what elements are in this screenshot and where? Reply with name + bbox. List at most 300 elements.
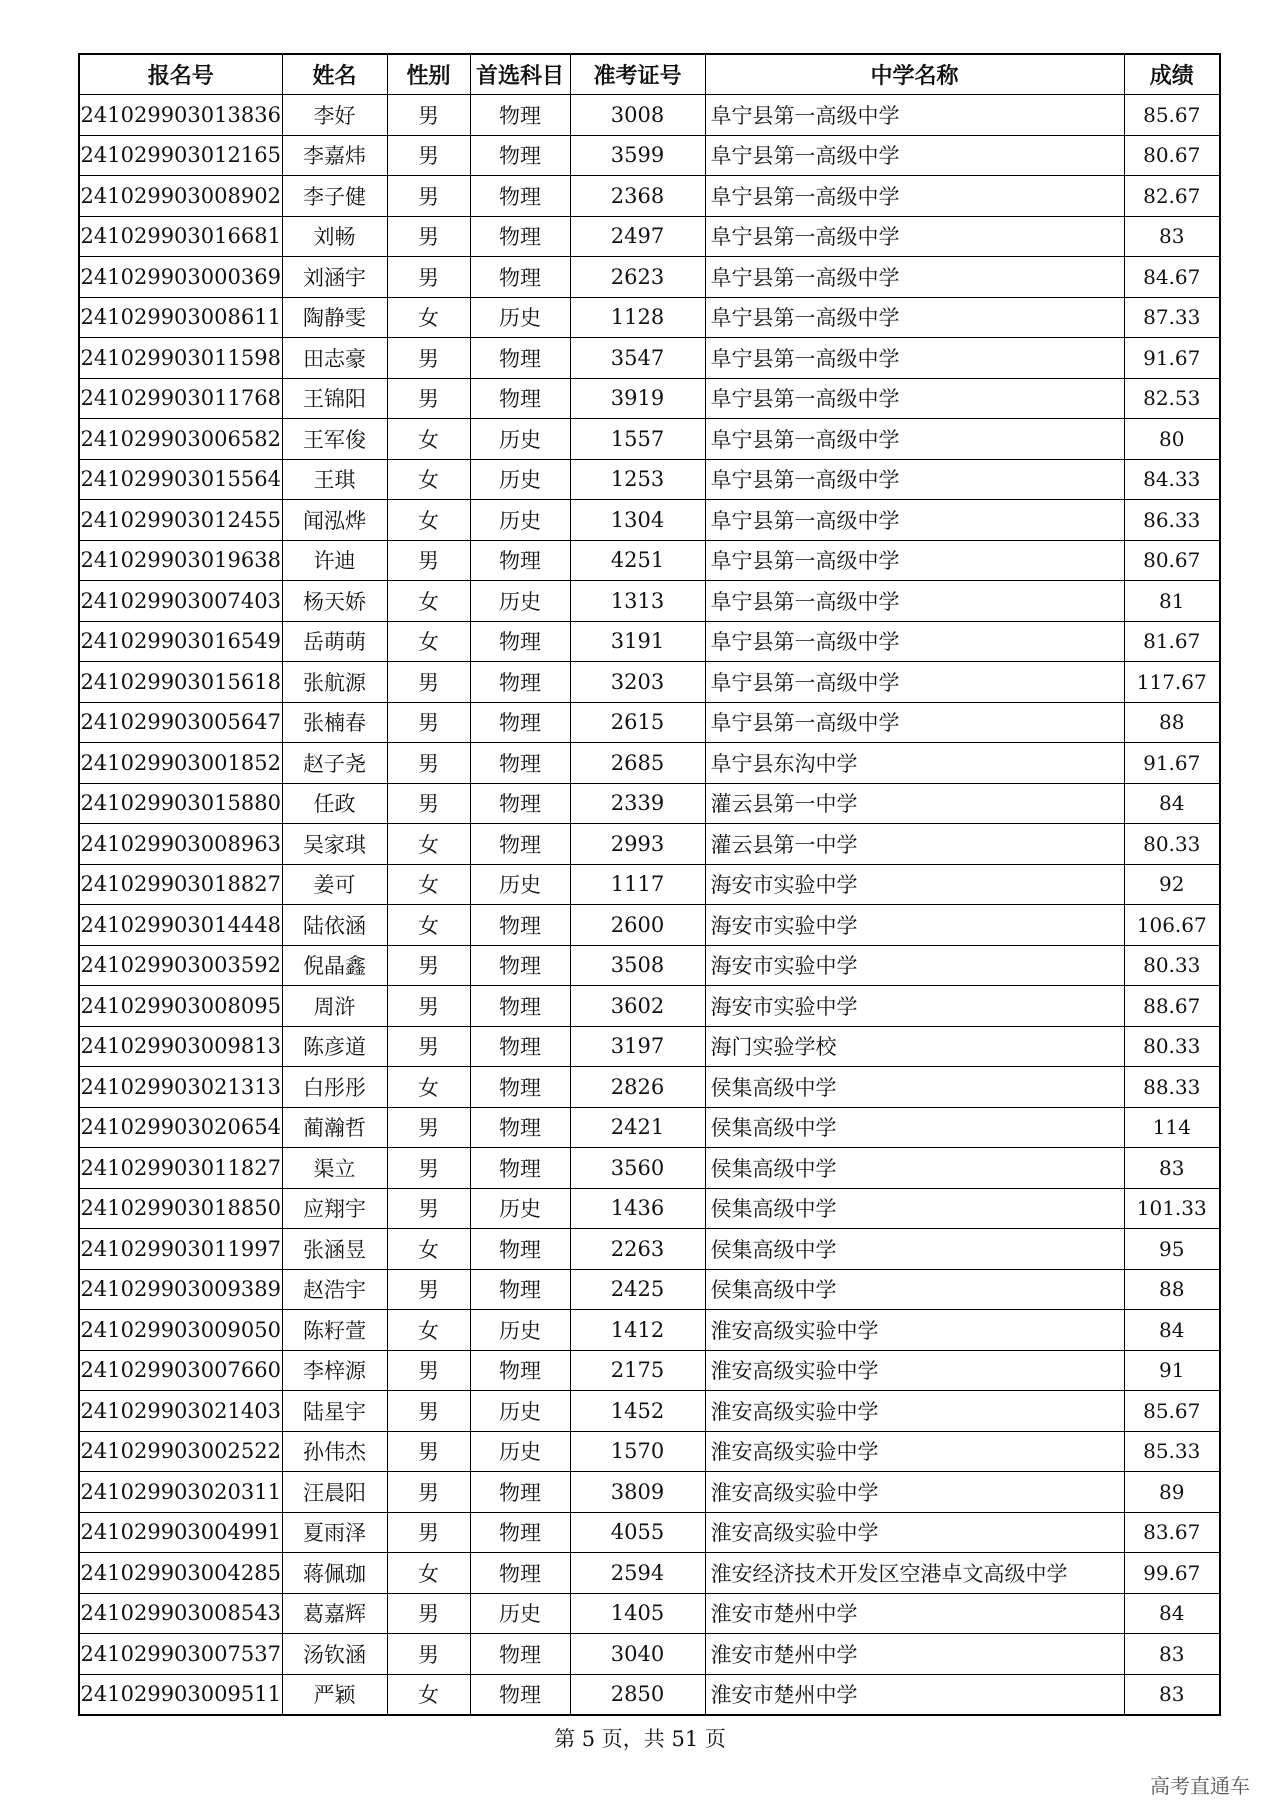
cell-name: 陆星宇 — [282, 1391, 387, 1432]
cell-primary-subject: 历史 — [470, 419, 570, 460]
cell-registration-number: 241029903013836 — [79, 95, 282, 136]
cell-registration-number: 241029903015880 — [79, 783, 282, 824]
cell-school-name: 阜宁县第一高级中学 — [705, 662, 1124, 703]
cell-admission-ticket: 2594 — [570, 1553, 705, 1594]
cell-score: 80.33 — [1124, 1026, 1220, 1067]
cell-gender: 男 — [387, 1431, 470, 1472]
cell-score: 84 — [1124, 1593, 1220, 1634]
cell-admission-ticket: 1117 — [570, 864, 705, 905]
cell-gender: 女 — [387, 1553, 470, 1594]
cell-primary-subject: 物理 — [470, 1634, 570, 1675]
cell-gender: 男 — [387, 1026, 470, 1067]
table-row — [79, 500, 1220, 541]
table-row — [79, 95, 1220, 136]
cell-gender: 男 — [387, 1512, 470, 1553]
cell-score: 82.53 — [1124, 378, 1220, 419]
cell-name: 汤钦涵 — [282, 1634, 387, 1675]
cell-primary-subject: 物理 — [470, 378, 570, 419]
cell-gender: 男 — [387, 945, 470, 986]
cell-score: 80.33 — [1124, 945, 1220, 986]
cell-school-name: 阜宁县第一高级中学 — [705, 216, 1124, 257]
header-admission-ticket: 准考证号 — [570, 54, 705, 95]
cell-admission-ticket: 1570 — [570, 1431, 705, 1472]
cell-primary-subject: 物理 — [470, 540, 570, 581]
cell-registration-number: 241029903012165 — [79, 135, 282, 176]
cell-school-name: 海安市实验中学 — [705, 864, 1124, 905]
cell-admission-ticket: 4251 — [570, 540, 705, 581]
cell-school-name: 淮安市楚州中学 — [705, 1674, 1124, 1715]
cell-name: 李子健 — [282, 176, 387, 217]
cell-name: 赵浩宇 — [282, 1269, 387, 1310]
cell-gender: 男 — [387, 1634, 470, 1675]
cell-score: 83.67 — [1124, 1512, 1220, 1553]
cell-score: 83 — [1124, 216, 1220, 257]
cell-admission-ticket: 2615 — [570, 702, 705, 743]
cell-gender: 女 — [387, 621, 470, 662]
cell-registration-number: 241029903007537 — [79, 1634, 282, 1675]
cell-name: 闻泓烨 — [282, 500, 387, 541]
cell-primary-subject: 物理 — [470, 905, 570, 946]
cell-admission-ticket: 2425 — [570, 1269, 705, 1310]
table-row — [79, 135, 1220, 176]
cell-name: 刘畅 — [282, 216, 387, 257]
cell-gender: 女 — [387, 824, 470, 865]
cell-admission-ticket: 3191 — [570, 621, 705, 662]
cell-school-name: 淮安高级实验中学 — [705, 1472, 1124, 1513]
cell-school-name: 阜宁县第一高级中学 — [705, 378, 1124, 419]
cell-score: 84.67 — [1124, 257, 1220, 298]
cell-primary-subject: 历史 — [470, 1188, 570, 1229]
cell-score: 92 — [1124, 864, 1220, 905]
cell-score: 85.67 — [1124, 1391, 1220, 1432]
cell-gender: 女 — [387, 459, 470, 500]
table-row — [79, 783, 1220, 824]
cell-gender: 女 — [387, 864, 470, 905]
table-row — [79, 1391, 1220, 1432]
cell-score: 88.33 — [1124, 1067, 1220, 1108]
cell-school-name: 阜宁县东沟中学 — [705, 743, 1124, 784]
cell-score: 84.33 — [1124, 459, 1220, 500]
cell-primary-subject: 物理 — [470, 1269, 570, 1310]
cell-name: 白彤彤 — [282, 1067, 387, 1108]
cell-score: 80.67 — [1124, 540, 1220, 581]
cell-name: 汪晨阳 — [282, 1472, 387, 1513]
cell-school-name: 阜宁县第一高级中学 — [705, 257, 1124, 298]
cell-registration-number: 241029903020311 — [79, 1472, 282, 1513]
cell-primary-subject: 物理 — [470, 338, 570, 379]
cell-school-name: 淮安经济技术开发区空港卓文高级中学 — [705, 1553, 1124, 1594]
cell-name: 田志豪 — [282, 338, 387, 379]
cell-primary-subject: 物理 — [470, 743, 570, 784]
cell-school-name: 海门实验学校 — [705, 1026, 1124, 1067]
table-row — [79, 945, 1220, 986]
cell-gender: 男 — [387, 1350, 470, 1391]
cell-admission-ticket: 3040 — [570, 1634, 705, 1675]
cell-admission-ticket: 2623 — [570, 257, 705, 298]
cell-admission-ticket: 1313 — [570, 581, 705, 622]
cell-gender: 男 — [387, 135, 470, 176]
table-row — [79, 1634, 1220, 1675]
cell-name: 陈籽萱 — [282, 1310, 387, 1351]
cell-registration-number: 241029903004285 — [79, 1553, 282, 1594]
cell-score: 81 — [1124, 581, 1220, 622]
cell-name: 周浒 — [282, 986, 387, 1027]
cell-gender: 男 — [387, 662, 470, 703]
cell-primary-subject: 物理 — [470, 986, 570, 1027]
cell-gender: 女 — [387, 905, 470, 946]
cell-admission-ticket: 2685 — [570, 743, 705, 784]
cell-school-name: 海安市实验中学 — [705, 905, 1124, 946]
cell-score: 91.67 — [1124, 338, 1220, 379]
cell-gender: 男 — [387, 338, 470, 379]
cell-score: 89 — [1124, 1472, 1220, 1513]
table-row — [79, 1431, 1220, 1472]
cell-primary-subject: 物理 — [470, 783, 570, 824]
cell-school-name: 阜宁县第一高级中学 — [705, 95, 1124, 136]
table-row — [79, 1350, 1220, 1391]
cell-name: 李梓源 — [282, 1350, 387, 1391]
cell-registration-number: 241029903015564 — [79, 459, 282, 500]
cell-admission-ticket: 3560 — [570, 1148, 705, 1189]
cell-gender: 男 — [387, 702, 470, 743]
cell-gender: 男 — [387, 95, 470, 136]
cell-primary-subject: 物理 — [470, 1026, 570, 1067]
cell-admission-ticket: 3008 — [570, 95, 705, 136]
table-row — [79, 864, 1220, 905]
cell-score: 88.67 — [1124, 986, 1220, 1027]
cell-school-name: 灌云县第一中学 — [705, 783, 1124, 824]
cell-gender: 男 — [387, 257, 470, 298]
cell-admission-ticket: 2850 — [570, 1674, 705, 1715]
cell-registration-number: 241029903011598 — [79, 338, 282, 379]
table-row — [79, 257, 1220, 298]
cell-primary-subject: 物理 — [470, 257, 570, 298]
cell-admission-ticket: 1405 — [570, 1593, 705, 1634]
cell-gender: 男 — [387, 1391, 470, 1432]
table-row — [79, 905, 1220, 946]
cell-primary-subject: 物理 — [470, 176, 570, 217]
cell-name: 刘涵宇 — [282, 257, 387, 298]
cell-gender: 女 — [387, 1067, 470, 1108]
cell-gender: 男 — [387, 743, 470, 784]
score-list-sheet — [78, 53, 1219, 1716]
cell-school-name: 侯集高级中学 — [705, 1148, 1124, 1189]
header-registration-number: 报名号 — [79, 54, 282, 95]
cell-registration-number: 241029903008963 — [79, 824, 282, 865]
cell-admission-ticket: 1557 — [570, 419, 705, 460]
cell-admission-ticket: 1128 — [570, 297, 705, 338]
cell-school-name: 阜宁县第一高级中学 — [705, 419, 1124, 460]
cell-primary-subject: 物理 — [470, 945, 570, 986]
cell-registration-number: 241029903012455 — [79, 500, 282, 541]
cell-registration-number: 241029903007660 — [79, 1350, 282, 1391]
cell-name: 杨天娇 — [282, 581, 387, 622]
cell-registration-number: 241029903009050 — [79, 1310, 282, 1351]
cell-school-name: 阜宁县第一高级中学 — [705, 176, 1124, 217]
cell-name: 姜可 — [282, 864, 387, 905]
cell-score: 83 — [1124, 1634, 1220, 1675]
cell-score: 117.67 — [1124, 662, 1220, 703]
cell-school-name: 淮安高级实验中学 — [705, 1512, 1124, 1553]
cell-gender: 男 — [387, 378, 470, 419]
cell-admission-ticket: 2263 — [570, 1229, 705, 1270]
cell-gender: 女 — [387, 581, 470, 622]
cell-gender: 男 — [387, 783, 470, 824]
cell-primary-subject: 物理 — [470, 1472, 570, 1513]
cell-admission-ticket: 3809 — [570, 1472, 705, 1513]
cell-admission-ticket: 3599 — [570, 135, 705, 176]
cell-name: 蔺瀚哲 — [282, 1107, 387, 1148]
cell-registration-number: 241029903009511 — [79, 1674, 282, 1715]
cell-score: 88 — [1124, 702, 1220, 743]
cell-name: 陈彦道 — [282, 1026, 387, 1067]
cell-registration-number: 241029903011997 — [79, 1229, 282, 1270]
cell-score: 80.67 — [1124, 135, 1220, 176]
cell-gender: 男 — [387, 1269, 470, 1310]
cell-registration-number: 241029903015618 — [79, 662, 282, 703]
cell-name: 渠立 — [282, 1148, 387, 1189]
cell-name: 严颖 — [282, 1674, 387, 1715]
cell-school-name: 侯集高级中学 — [705, 1269, 1124, 1310]
cell-registration-number: 241029903008902 — [79, 176, 282, 217]
cell-registration-number: 241029903011827 — [79, 1148, 282, 1189]
cell-school-name: 淮安高级实验中学 — [705, 1350, 1124, 1391]
cell-school-name: 阜宁县第一高级中学 — [705, 338, 1124, 379]
cell-gender: 男 — [387, 1107, 470, 1148]
table-row — [79, 1269, 1220, 1310]
cell-primary-subject: 物理 — [470, 662, 570, 703]
cell-admission-ticket: 1253 — [570, 459, 705, 500]
cell-registration-number: 241029903000369 — [79, 257, 282, 298]
cell-registration-number: 241029903003592 — [79, 945, 282, 986]
cell-registration-number: 241029903006582 — [79, 419, 282, 460]
cell-primary-subject: 物理 — [470, 1512, 570, 1553]
cell-name: 张涵昱 — [282, 1229, 387, 1270]
cell-school-name: 阜宁县第一高级中学 — [705, 297, 1124, 338]
cell-admission-ticket: 2368 — [570, 176, 705, 217]
cell-registration-number: 241029903011768 — [79, 378, 282, 419]
cell-gender: 男 — [387, 540, 470, 581]
cell-school-name: 海安市实验中学 — [705, 945, 1124, 986]
cell-registration-number: 241029903008095 — [79, 986, 282, 1027]
cell-gender: 男 — [387, 176, 470, 217]
header-school-name: 中学名称 — [705, 54, 1124, 95]
cell-primary-subject: 物理 — [470, 135, 570, 176]
cell-admission-ticket: 1412 — [570, 1310, 705, 1351]
cell-name: 王琪 — [282, 459, 387, 500]
table-row — [79, 297, 1220, 338]
cell-primary-subject: 物理 — [470, 1229, 570, 1270]
table-row — [79, 581, 1220, 622]
table-row — [79, 1310, 1220, 1351]
cell-score: 95 — [1124, 1229, 1220, 1270]
cell-registration-number: 241029903019638 — [79, 540, 282, 581]
cell-primary-subject: 历史 — [470, 1593, 570, 1634]
cell-score: 91 — [1124, 1350, 1220, 1391]
cell-gender: 女 — [387, 1310, 470, 1351]
cell-name: 应翔宇 — [282, 1188, 387, 1229]
cell-primary-subject: 物理 — [470, 824, 570, 865]
cell-school-name: 淮安市楚州中学 — [705, 1634, 1124, 1675]
cell-name: 李嘉炜 — [282, 135, 387, 176]
cell-school-name: 阜宁县第一高级中学 — [705, 540, 1124, 581]
header-gender: 性别 — [387, 54, 470, 95]
cell-primary-subject: 物理 — [470, 95, 570, 136]
cell-admission-ticket: 2339 — [570, 783, 705, 824]
table-row — [79, 1148, 1220, 1189]
cell-gender: 男 — [387, 1148, 470, 1189]
table-row — [79, 1553, 1220, 1594]
table-row — [79, 1674, 1220, 1715]
cell-score: 101.33 — [1124, 1188, 1220, 1229]
cell-admission-ticket: 4055 — [570, 1512, 705, 1553]
cell-school-name: 阜宁县第一高级中学 — [705, 621, 1124, 662]
cell-admission-ticket: 3547 — [570, 338, 705, 379]
cell-score: 87.33 — [1124, 297, 1220, 338]
cell-school-name: 阜宁县第一高级中学 — [705, 581, 1124, 622]
cell-primary-subject: 物理 — [470, 702, 570, 743]
cell-score: 83 — [1124, 1674, 1220, 1715]
table-row — [79, 459, 1220, 500]
cell-name: 葛嘉辉 — [282, 1593, 387, 1634]
cell-name: 岳萌萌 — [282, 621, 387, 662]
cell-registration-number: 241029903018850 — [79, 1188, 282, 1229]
cell-registration-number: 241029903005647 — [79, 702, 282, 743]
cell-gender: 女 — [387, 1229, 470, 1270]
cell-school-name: 阜宁县第一高级中学 — [705, 459, 1124, 500]
header-primary-subject: 首选科目 — [470, 54, 570, 95]
cell-school-name: 淮安市楚州中学 — [705, 1593, 1124, 1634]
cell-school-name: 侯集高级中学 — [705, 1107, 1124, 1148]
cell-admission-ticket: 2826 — [570, 1067, 705, 1108]
table-header-row — [79, 54, 1220, 95]
score-table — [78, 53, 1221, 1716]
cell-school-name: 淮安高级实验中学 — [705, 1391, 1124, 1432]
cell-score: 106.67 — [1124, 905, 1220, 946]
table-row — [79, 986, 1220, 1027]
table-row — [79, 1067, 1220, 1108]
cell-name: 张楠春 — [282, 702, 387, 743]
cell-gender: 女 — [387, 297, 470, 338]
table-row — [79, 378, 1220, 419]
cell-gender: 男 — [387, 1188, 470, 1229]
cell-score: 99.67 — [1124, 1553, 1220, 1594]
cell-score: 91.67 — [1124, 743, 1220, 784]
cell-admission-ticket: 1452 — [570, 1391, 705, 1432]
cell-admission-ticket: 2993 — [570, 824, 705, 865]
cell-admission-ticket: 3919 — [570, 378, 705, 419]
cell-school-name: 阜宁县第一高级中学 — [705, 702, 1124, 743]
cell-admission-ticket: 1304 — [570, 500, 705, 541]
cell-primary-subject: 历史 — [470, 1391, 570, 1432]
cell-admission-ticket: 1436 — [570, 1188, 705, 1229]
cell-score: 85.67 — [1124, 95, 1220, 136]
table-row — [79, 216, 1220, 257]
cell-score: 86.33 — [1124, 500, 1220, 541]
cell-name: 任政 — [282, 783, 387, 824]
cell-gender: 女 — [387, 500, 470, 541]
cell-primary-subject: 历史 — [470, 581, 570, 622]
cell-name: 陆依涵 — [282, 905, 387, 946]
cell-gender: 女 — [387, 1674, 470, 1715]
cell-registration-number: 241029903021313 — [79, 1067, 282, 1108]
cell-registration-number: 241029903001852 — [79, 743, 282, 784]
cell-name: 孙伟杰 — [282, 1431, 387, 1472]
cell-primary-subject: 物理 — [470, 1553, 570, 1594]
cell-primary-subject: 历史 — [470, 459, 570, 500]
cell-name: 夏雨泽 — [282, 1512, 387, 1553]
cell-primary-subject: 物理 — [470, 1350, 570, 1391]
cell-registration-number: 241029903016549 — [79, 621, 282, 662]
cell-name: 李好 — [282, 95, 387, 136]
cell-name: 王锦阳 — [282, 378, 387, 419]
cell-registration-number: 241029903020654 — [79, 1107, 282, 1148]
table-row — [79, 743, 1220, 784]
cell-name: 王军俊 — [282, 419, 387, 460]
cell-school-name: 海安市实验中学 — [705, 986, 1124, 1027]
cell-admission-ticket: 3203 — [570, 662, 705, 703]
table-row — [79, 1026, 1220, 1067]
cell-registration-number: 241029903014448 — [79, 905, 282, 946]
table-row — [79, 1472, 1220, 1513]
table-row — [79, 338, 1220, 379]
cell-admission-ticket: 3197 — [570, 1026, 705, 1067]
cell-registration-number: 241029903004991 — [79, 1512, 282, 1553]
cell-primary-subject: 物理 — [470, 1067, 570, 1108]
cell-primary-subject: 物理 — [470, 1674, 570, 1715]
cell-primary-subject: 物理 — [470, 216, 570, 257]
cell-registration-number: 241029903008611 — [79, 297, 282, 338]
cell-gender: 男 — [387, 986, 470, 1027]
cell-registration-number: 241029903009813 — [79, 1026, 282, 1067]
cell-score: 88 — [1124, 1269, 1220, 1310]
table-row — [79, 176, 1220, 217]
header-name: 姓名 — [282, 54, 387, 95]
cell-school-name: 侯集高级中学 — [705, 1067, 1124, 1108]
cell-school-name: 侯集高级中学 — [705, 1188, 1124, 1229]
cell-name: 张航源 — [282, 662, 387, 703]
cell-registration-number: 241029903021403 — [79, 1391, 282, 1432]
cell-primary-subject: 历史 — [470, 1310, 570, 1351]
table-row — [79, 702, 1220, 743]
cell-registration-number: 241029903002522 — [79, 1431, 282, 1472]
cell-school-name: 阜宁县第一高级中学 — [705, 500, 1124, 541]
cell-school-name: 侯集高级中学 — [705, 1229, 1124, 1270]
cell-gender: 男 — [387, 1472, 470, 1513]
cell-gender: 女 — [387, 419, 470, 460]
cell-score: 82.67 — [1124, 176, 1220, 217]
table-row — [79, 540, 1220, 581]
cell-primary-subject: 历史 — [470, 864, 570, 905]
cell-admission-ticket: 2600 — [570, 905, 705, 946]
cell-name: 吴家琪 — [282, 824, 387, 865]
cell-registration-number: 241029903007403 — [79, 581, 282, 622]
cell-primary-subject: 历史 — [470, 1431, 570, 1472]
page-number: 第 5 页，共 51 页 — [554, 1727, 726, 1751]
table-row — [79, 1512, 1220, 1553]
cell-registration-number: 241029903018827 — [79, 864, 282, 905]
cell-admission-ticket: 3602 — [570, 986, 705, 1027]
cell-admission-ticket: 2497 — [570, 216, 705, 257]
cell-name: 许迪 — [282, 540, 387, 581]
cell-gender: 男 — [387, 1593, 470, 1634]
cell-score: 80.33 — [1124, 824, 1220, 865]
watermark: 高考直通车 — [1150, 1774, 1250, 1798]
cell-score: 85.33 — [1124, 1431, 1220, 1472]
table-row — [79, 662, 1220, 703]
table-row — [79, 621, 1220, 662]
cell-name: 倪晶鑫 — [282, 945, 387, 986]
